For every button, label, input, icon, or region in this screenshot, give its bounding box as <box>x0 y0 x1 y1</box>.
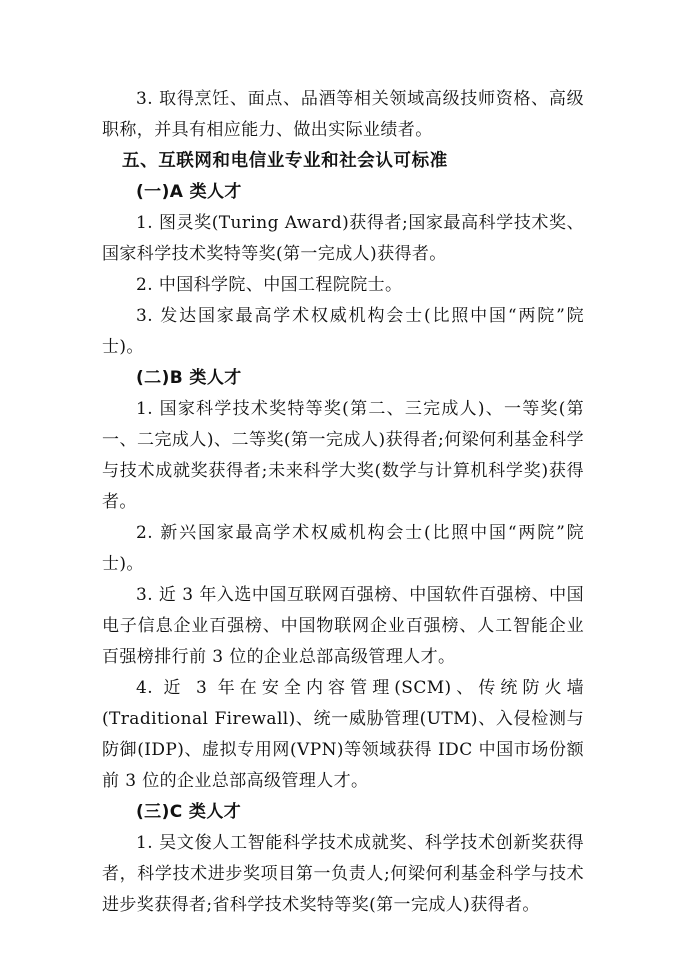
document-body <box>102 84 584 921</box>
subheading-a-class: (一)A 类人才 <box>136 182 242 202</box>
paragraph-b4: 4. 近 3 年在安全内容管理(SCM)、传统防火墙(Traditional Firewall)、统一威胁管理(UTM)、入侵检测与防御(IDP)、虚拟专用网(VPN)等领域获得 IDC 中国市场份额前 3 位的企业总部高级管理人才。 <box>102 678 584 791</box>
paragraph-b3: 3. 近 3 年入选中国互联网百强榜、中国软件百强榜、中国电子信息企业百强榜、中国物联网企业百强榜、人工智能企业百强榜排行前 3 位的企业总部高级管理人才。 <box>102 585 584 667</box>
paragraph-c1: 1. 吴文俊人工智能科学技术成就奖、科学技术创新奖获得者，科学技术进步奖项目第一负责人;何梁何利基金科学与技术进步奖获得者;省科学技术奖特等奖(第一完成人)获得者。 <box>102 833 584 915</box>
section-heading-internet-telecom: 五、互联网和电信业专业和社会认可标准 <box>122 151 448 171</box>
subheading-c-class: (三)C 类人才 <box>136 802 242 822</box>
paragraph-c3-catering: 3. 取得烹饪、面点、品酒等相关领域高级技师资格、高级职称，并具有相应能力、做出实际业绩者。 <box>102 89 584 140</box>
paragraph-b1: 1. 国家科学技术奖特等奖(第二、三完成人)、一等奖(第一、二完成人)、二等奖(第一完成人)获得者;何梁何利基金科学与技术成就奖获得者;未来科学大奖(数学与计算机科学奖)获得者。 <box>102 399 584 512</box>
paragraph-a2: 2. 中国科学院、中国工程院院士。 <box>136 275 403 295</box>
paragraph-a3: 3. 发达国家最高学术权威机构会士(比照中国“两院”院士)。 <box>102 306 584 357</box>
paragraph-b2: 2. 新兴国家最高学术权威机构会士(比照中国“两院”院士)。 <box>102 523 584 574</box>
paragraph-a1: 1. 图灵奖(Turing Award)获得者;国家最高科学技术奖、国家科学技术奖特等奖(第一完成人)获得者。 <box>102 213 584 264</box>
subheading-b-class: (二)B 类人才 <box>136 368 242 388</box>
